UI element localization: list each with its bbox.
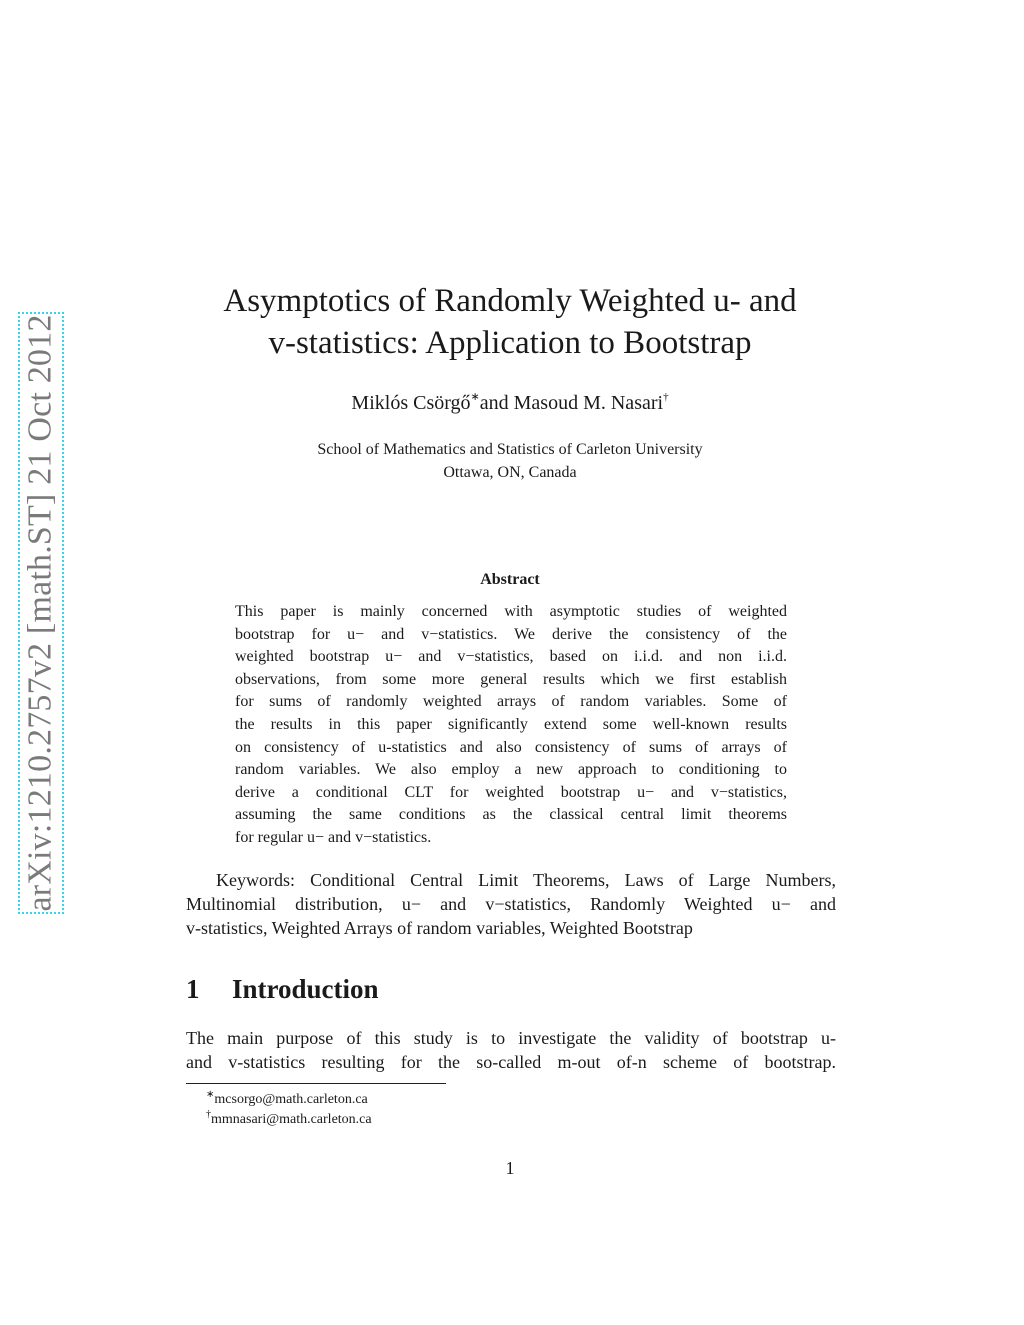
title-line-2: v-statistics: Application to Bootstrap <box>268 325 752 361</box>
abstract-line: assuming the same conditions as the classical central limit theorems <box>235 806 787 824</box>
keywords-line: Keywords: Conditional Central Limit Theorems, Laws of Large Numbers, <box>216 870 836 890</box>
footnote-1-email: mcsorgo@math.carleton.ca <box>214 1092 368 1107</box>
page-number: 1 <box>505 1158 515 1178</box>
abstract-line: bootstrap for u− and v−statistics. We derive the consistency of the <box>235 625 787 643</box>
abstract-line: derive a conditional CLT for weighted bootstrap u− and v−statistics, <box>235 783 787 801</box>
abstract-line: on consistency of u-statistics and also consistency of sums of arrays of <box>235 738 787 756</box>
footnote-2 <box>206 1110 372 1130</box>
author-2-name: Masoud M. Nasari <box>513 392 664 414</box>
abstract-heading: Abstract <box>480 571 540 588</box>
author-conjunction: and <box>479 392 509 414</box>
abstract-line: the results in this paper significantly extend some well-known results <box>235 715 787 733</box>
keywords-line: Multinomial distribution, u− and v−statistics, Randomly Weighted u− and <box>186 894 836 914</box>
footnotes <box>206 1090 372 1130</box>
author-1-name: Miklós Csörgő <box>351 392 471 414</box>
footnote-divider <box>186 1083 446 1084</box>
affiliation <box>150 438 870 484</box>
abstract-line: weighted bootstrap u− and v−statistics, based on i.i.d. and non i.i.d. <box>235 648 787 666</box>
keywords-line: v-statistics, Weighted Arrays of random variables, Weighted Bootstrap <box>186 918 693 938</box>
abstract-body <box>235 601 787 850</box>
arxiv-identifier-text: arXiv:1210.2757v2 [math.ST] 21 Oct 2012 <box>22 314 59 912</box>
paper-title <box>150 280 870 364</box>
intro-paragraph <box>186 1026 836 1074</box>
arxiv-identifier-stamp <box>18 312 64 914</box>
affiliation-line-2: Ottawa, ON, Canada <box>443 464 577 481</box>
abstract-line: observations, from some more general results which we first establish <box>235 670 787 688</box>
intro-line: The main purpose of this study is to investigate the validity of bootstrap u- <box>186 1028 836 1048</box>
section-number: 1 <box>186 974 200 1004</box>
footnote-1-mark: ∗ <box>206 1089 215 1100</box>
author-2-footnote-mark: † <box>663 391 669 403</box>
footnote-2-mark: † <box>206 1109 211 1120</box>
section-title: Introduction <box>232 974 379 1004</box>
abstract-line: for regular u− and v−statistics. <box>235 828 432 846</box>
title-line-1: Asymptotics of Randomly Weighted u- and <box>223 283 797 319</box>
author-list <box>150 392 870 415</box>
abstract-line: This paper is mainly concerned with asymptotic studies of weighted <box>235 603 787 620</box>
abstract-line: for sums of randomly weighted arrays of random variables. Some of <box>235 693 787 711</box>
footnote-1 <box>206 1090 372 1110</box>
section-heading <box>186 974 379 1005</box>
author-1-footnote-mark: ∗ <box>470 391 480 403</box>
affiliation-line-1: School of Mathematics and Statistics of Carleton University <box>317 441 703 458</box>
footnote-2-email: mmnasari@math.carleton.ca <box>211 1112 372 1127</box>
keywords-paragraph <box>186 868 836 940</box>
intro-line: and v-statistics resulting for the so-called m-out of-n scheme of bootstrap. <box>186 1052 836 1072</box>
abstract-line: random variables. We also employ a new approach to conditioning to <box>235 761 787 779</box>
